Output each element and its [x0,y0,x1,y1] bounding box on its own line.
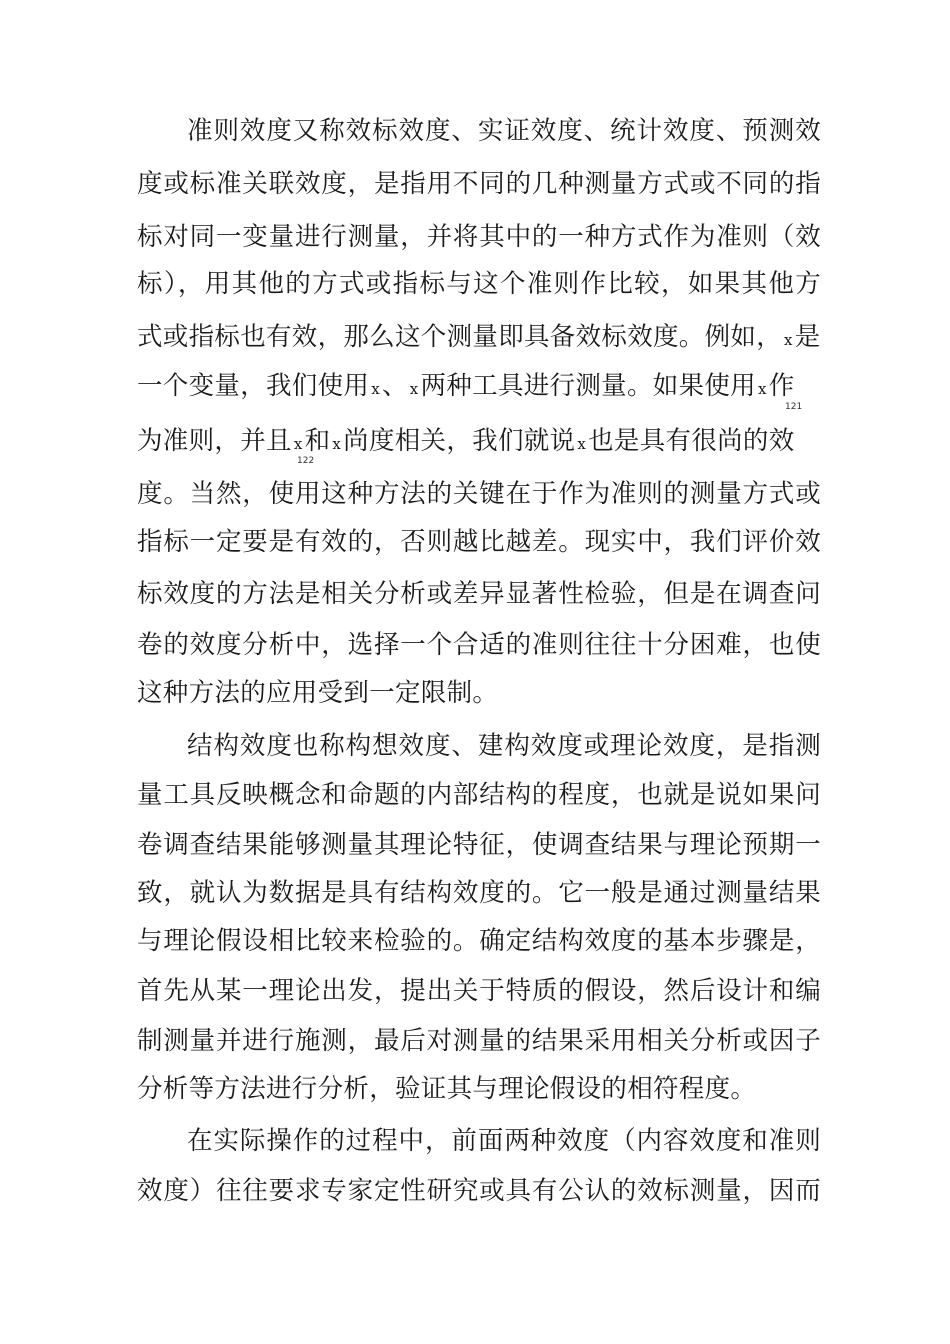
paragraph-3-line-2: 效度）往往要求专家定性研究或具有公认的效标测量，因而 [137,1176,821,1206]
line-5-text: 式或指标也有效，那么这个测量即具备效标效度。例如， [137,322,783,352]
subscript-label-a: 121 [785,402,803,412]
paragraph-1-line-5 [137,321,821,356]
variable-x3: x [757,380,767,398]
line-6-text-b: 两种工具进行测量。如果使用 [420,371,756,401]
paragraph-1-line-2: 度或标准关联效度，是指用不同的几种测量方式或不同的指 [137,169,821,199]
paragraph-3-line-1: 在实际操作的过程中，前面两种效度（内容效度和准则 [187,1126,821,1156]
line-6-sep: 、 [381,371,408,401]
variable-x1: x [371,380,380,398]
paragraph-2-line-7: 制测量并进行施测，最后对测量的结果采用相关分析或因子 [137,1026,821,1056]
paragraph-2-line-3: 卷调查结果能够测量其理论特征，使调查结果与理论预期一 [137,830,821,860]
paragraph-1-line-11: 卷的效度分析中，选择一个合适的准则往往十分困难，也使 [137,630,821,660]
paragraph-1-line-7 [137,425,795,460]
variable-x6: x [577,435,587,453]
line-7-text: 为准则，并且 [137,426,292,456]
paragraph-1-line-3: 标对同一变量进行测量，并将其中的一种方式作为准则（效 [137,222,821,252]
paragraph-1-line-4: 标），用其他的方式或指标与这个准则作比较，如果其他方 [137,269,821,299]
line-7-text-b: 尚度相关，我们就说 [343,426,576,456]
paragraph-1-line-1: 准则效度又称效标效度、实证效度、统计效度、预测效 [187,116,821,146]
paragraph-2-line-4: 致，就认为数据是具有结构效度的。它一般是通过测量结果 [137,878,821,908]
paragraph-2-line-2: 量工具反映概念和命题的内部结构的程度，也就是说如果问 [137,780,821,810]
paragraph-2-line-6: 首先从某一理论出发，提出关于特质的假设，然后设计和编 [137,976,821,1006]
line-7-text-c: 也是具有很尚的效 [588,426,795,456]
paragraph-2-line-8: 分析等方法进行分析，验证其与理论假设的相符程度。 [137,1074,757,1104]
line-5-end: 是 [794,322,821,352]
line-6-end: 作 [768,371,795,401]
variable-x5: x [332,435,342,453]
paragraph-2-line-5: 与理论假设相比较来检验的。确定结构效度的基本步骤是， [137,926,821,956]
paragraph-1-line-12: 这种方法的应用受到一定限制。 [137,678,499,708]
paragraph-1-line-6 [137,370,795,405]
line-7-and: 和 [304,426,331,456]
paragraph-1-line-9: 指标一定要是有效的，否则越比越差。现实中，我们评价效 [137,527,821,557]
line-6-text: 一个变量，我们使用 [137,371,370,401]
paragraph-2-line-1: 结构效度也称构想效度、建构效度或理论效度，是指测 [187,731,821,761]
variable-x4: x [293,435,303,453]
paragraph-1-line-10: 标效度的方法是相关分析或差异显著性检验，但是在调查问 [137,579,821,609]
subscript-label-b: 122 [297,456,315,466]
variable-x2: x [409,380,419,398]
paragraph-1-line-8: 度。当然，使用这种方法的关键在于作为准则的测量方式或 [137,479,821,509]
variable-x: x [784,331,793,349]
